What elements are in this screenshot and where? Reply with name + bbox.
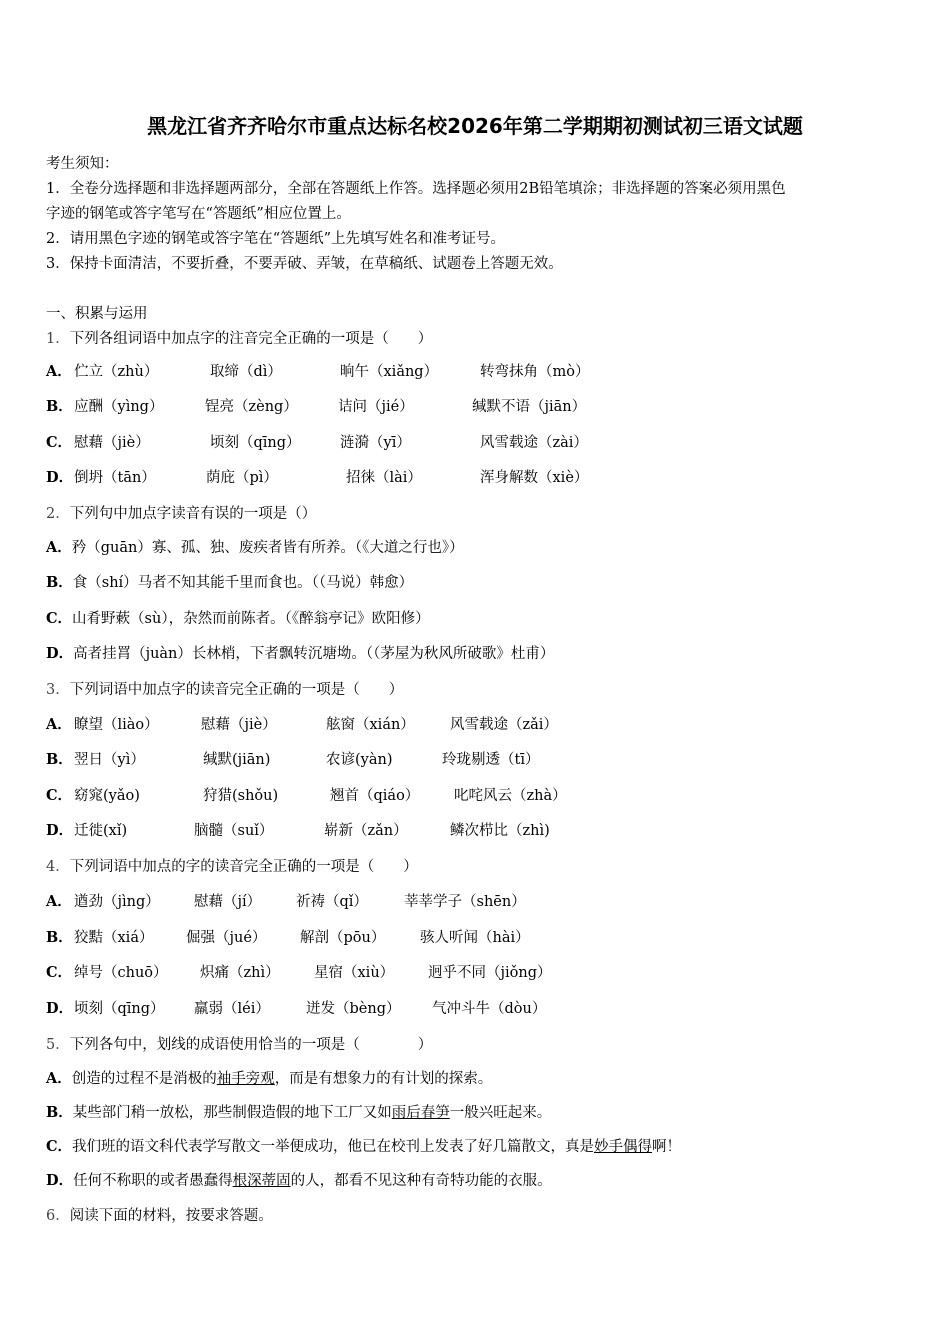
sentence-pre: 创造的过程不是消极的 [71,1071,217,1087]
question-1 [46,327,432,348]
q5-option-b[interactable] [46,1101,551,1122]
question-number: 6． [46,1208,70,1224]
option-term: 狩猎(shǒu) [203,788,279,804]
option-term: 翌日（yì） [74,752,145,768]
option-term: 祈祷（qǐ） [296,894,368,910]
option-label: B． [46,574,73,591]
underlined-idiom: 袖手旁观 [216,1071,275,1087]
option-label: A． [46,1070,72,1087]
q2-option-c[interactable] [46,607,430,628]
option-label: A． [46,363,72,380]
question-number: 3． [46,682,70,698]
option-term: 荫庇（pì） [206,470,278,486]
option-term: 窈窕(yǎo) [74,788,140,804]
option-term: 气冲斗牛（dòu） [432,1001,547,1017]
question-3 [46,678,403,699]
q5-option-d[interactable] [46,1169,552,1190]
option-term: 风雪载途（zǎi） [450,717,558,733]
option-term: 舷窗（xián） [326,717,415,733]
option-term: 慰藉（jí） [194,894,262,910]
option-term: 脑髓（suǐ） [194,823,274,839]
option-term: 招徕（lài） [346,470,422,486]
option-label: D． [46,645,74,662]
option-term: 迥乎不同（jiǒng） [428,965,552,981]
option-term: 迁徙(xǐ) [74,823,128,839]
option-term: 叱咤风云（zhà） [454,788,567,804]
notice-heading: 考生须知： [46,156,119,172]
option-term: 慰藉（jiè） [201,717,277,733]
option-term: 倒坍（tān） [74,470,156,486]
option-term: 狡黠（xiá） [74,930,154,946]
question-stem: 下列词语中加点字的读音完全正确的一项是（ ） [69,682,404,698]
option-label: D． [46,1000,74,1017]
option-label: D． [46,1172,74,1189]
option-term: 浑身解数（xiè） [480,470,589,486]
option-term: 缄默(jiān) [203,752,271,768]
notice-item-1b: 字迹的钢笔或答字笔写在“答题纸”相应位置上。 [46,206,351,222]
option-term: 瞭望（liào） [74,717,159,733]
option-label: A． [46,893,72,910]
underlined-idiom: 雨后春笋 [391,1105,450,1121]
option-term: 应酬（yìng） [74,399,164,415]
option-label: D． [46,822,74,839]
option-term: 羸弱（léi） [194,1001,270,1017]
option-term: 风雪载途（zài） [480,435,588,451]
section-heading: 一、积累与运用 [46,306,148,322]
option-label: C． [46,787,73,804]
option-term: 锃亮（zèng） [205,399,298,415]
notice-item-1a: 1．全卷分选择题和非选择题两部分，全部在答题纸上作答。选择题必须用2B铅笔填涂；非选择题的答案必须用黑色 [46,181,786,197]
option-text: 食（shí）马者不知其能千里而食也。（（马说）韩愈） [72,575,414,591]
question-stem: 下列各组词语中加点字的注音完全正确的一项是（ ） [69,331,433,347]
question-number: 2． [46,506,70,522]
option-term: 迸发（bèng） [306,1001,401,1017]
option-term: 顷刻（qīng） [74,1001,165,1017]
option-term: 骇人听闻（hài） [420,930,530,946]
option-term: 莘莘学子（shēn） [404,894,526,910]
option-term: 伫立（zhù） [74,364,159,380]
sentence-post: 一般兴旺起来。 [449,1105,552,1121]
option-term: 倔强（jué） [186,930,267,946]
option-term: 翘首（qiáo） [330,788,420,804]
option-term: 解剖（pōu） [300,930,386,946]
sentence-pre: 我们班的语文科代表学写散文一举便成功，他已在校刊上发表了好几篇散文，真是 [72,1139,595,1155]
question-number: 1． [46,331,70,347]
option-label: C． [46,434,73,451]
option-label: A． [46,539,72,556]
notice-item-2: 2．请用黑色字迹的钢笔或答字笔在“答题纸”上先填写姓名和准考证号。 [46,231,506,247]
option-term: 慰藉（jiè） [74,435,150,451]
question-stem: 下列词语中加点的字的读音完全正确的一项是（ ） [69,859,418,875]
question-4 [46,855,418,876]
option-label: C． [46,1138,73,1155]
option-term: 农谚(yàn) [326,752,393,768]
option-term: 遒劲（jìng） [74,894,160,910]
option-label: B． [46,751,73,768]
option-label: C． [46,610,73,627]
option-label: D． [46,469,74,486]
question-5 [46,1033,432,1054]
option-term: 崭新（zǎn） [324,823,408,839]
sentence-post: ，而是有想象力的有计划的探索。 [274,1071,493,1087]
underlined-idiom: 妙手偶得 [594,1139,653,1155]
option-term: 绰号（chuō） [74,965,168,981]
option-term: 晌午（xiǎng） [340,364,439,380]
option-term: 炽痛（zhì） [200,965,280,981]
q2-option-b[interactable] [46,571,413,592]
question-stem: 下列句中加点字读音有误的一项是（） [69,506,317,522]
option-term: 缄默不语（jiān） [472,399,587,415]
q5-option-c[interactable] [46,1135,681,1156]
option-label: B． [46,398,73,415]
question-2 [46,502,316,523]
question-6 [46,1204,273,1225]
sentence-pre: 某些部门稍一放松，那些制假造假的地下工厂又如 [72,1105,392,1121]
option-term: 诘问（jié） [338,399,414,415]
option-term: 顷刻（qīng） [210,435,301,451]
question-number: 5． [46,1037,70,1053]
option-term: 转弯抹角（mò） [480,364,590,380]
sentence-post: 啊！ [652,1139,682,1155]
option-term: 玲珑剔透（tī） [442,752,540,768]
page-title: 黑龙江省齐齐哈尔市重点达标名校2026年第二学期期初测试初三语文试题 [147,114,803,138]
option-text: 矜（guān）寡、孤、独、废疾者皆有所养。（《大道之行也》） [71,540,464,556]
notice-item-3: 3．保持卡面清洁，不要折叠，不要弄破、弄皱，在草稿纸、试题卷上答题无效。 [46,256,563,272]
option-term: 取缔（dì） [210,364,282,380]
option-term: 涟漪（yī） [340,435,411,451]
option-term: 星宿（xiù） [314,965,395,981]
sentence-pre: 任何不称职的或者愚蠢得 [73,1173,233,1189]
question-number: 4． [46,859,70,875]
option-text: 高者挂罥（juàn）长林梢，下者飘转沉塘坳。（（茅屋为秋风所破歌》杜甫） [73,646,555,662]
q2-option-d[interactable] [46,642,554,663]
option-label: B． [46,1104,73,1121]
question-stem: 阅读下面的材料，按要求答题。 [69,1208,273,1224]
sentence-post: 的人，都看不见这种有奇特功能的衣服。 [290,1173,552,1189]
option-text: 山肴野蔌（sù），杂然而前陈者。（《醉翁亭记》欧阳修） [72,611,430,627]
option-label: B． [46,929,73,946]
q5-option-a[interactable] [46,1067,492,1088]
option-label: C． [46,964,73,981]
q2-option-a[interactable] [46,536,464,557]
option-term: 鳞次栉比（zhì) [450,823,550,839]
option-label: A． [46,716,72,733]
question-stem: 下列各句中，划线的成语使用恰当的一项是（ ） [69,1037,433,1053]
underlined-idiom: 根深蒂固 [232,1173,291,1189]
